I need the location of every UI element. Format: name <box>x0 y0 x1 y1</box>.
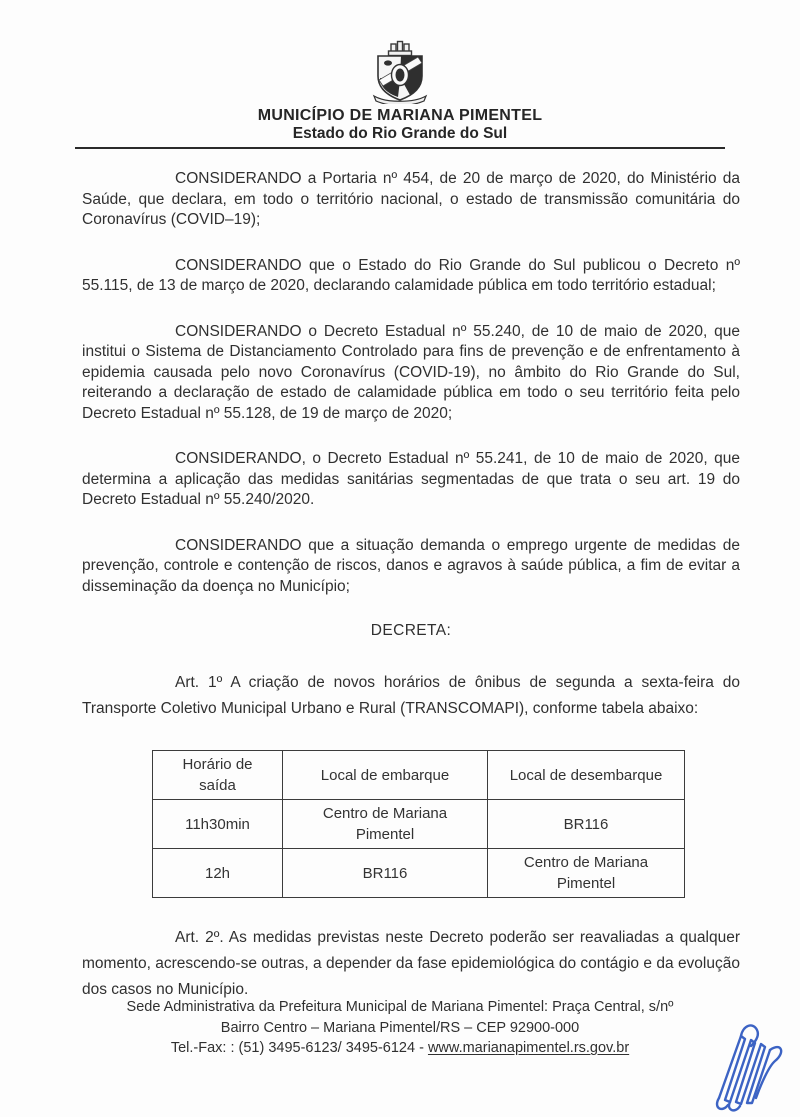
col-header-alighting-place: Local de desembarque <box>488 751 685 800</box>
document-footer <box>0 997 800 1059</box>
state-name: Estado do Rio Grande do Sul <box>292 125 508 142</box>
considerando-paragraph-2: CONSIDERANDO que o Estado do Rio Grande do Sul publicou o Decreto nº 55.115, de 13 de março de 2020, declarando calamidade pública em todo território estadual; <box>82 256 740 294</box>
considerando-paragraph-3: CONSIDERANDO o Decreto Estadual nº 55.240, de 10 de maio de 2020, que institui o Sistema de Distanciamento Controlado para fins de prevenção e de enfrentamento à epidemia causada pelo novo Coronavírus (COVID-19), no âmbito do Rio Grande do Sul, reiterando a declaração de estado de calamidade pública em todo o seu território feita pelo Decreto Estadual nº 55.128, de 19 de março de 2020; <box>82 322 740 422</box>
cell-departure-time: 11h30min <box>153 800 283 849</box>
cell-boarding-place: BR116 <box>283 849 488 898</box>
cell-departure-time: 12h <box>153 849 283 898</box>
table-row <box>153 849 685 898</box>
article-2-text: Art. 2º. As medidas previstas neste Decreto poderão ser reavaliadas a qualquer momento, acrescendo-se outras, a depender da fase epidemiológica do contágio e da evolução dos casos no Município. <box>82 929 740 998</box>
footer-city-line: Bairro Centro – Mariana Pimentel/RS – CEP 92900-000 <box>220 1019 580 1036</box>
considerando-paragraph-1: CONSIDERANDO a Portaria nº 454, de 20 de março de 2020, do Ministério da Saúde, que declara, em todo o território nacional, o estado de transmissão comunitária do Coronavírus (COVID–19); <box>82 170 740 228</box>
document-header <box>0 0 800 149</box>
footer-phone: Tel.-Fax: : (51) 3495-6123/ 3495-6124 - <box>170 1040 428 1056</box>
cell-alighting-place: BR116 <box>488 800 685 849</box>
signature-scribble <box>703 1010 791 1112</box>
decreta-heading: DECRETA: <box>370 622 452 639</box>
cell-boarding-place: Centro de Mariana Pimentel <box>283 800 488 849</box>
municipal-coat-of-arms-icon <box>364 40 436 104</box>
col-header-boarding-place: Local de embarque <box>283 751 488 800</box>
considerando-paragraph-4: CONSIDERANDO, o Decreto Estadual nº 55.241, de 10 de maio de 2020, que determina a aplicação das medidas sanitárias segmentadas de que trata o seu art. 19 do Decreto Estadual nº 55.240/2020. <box>82 450 740 508</box>
document-body <box>0 149 800 1003</box>
bus-schedule-table <box>152 750 685 898</box>
table-row <box>153 800 685 849</box>
footer-website-url: www.marianapimentel.rs.gov.br <box>427 1040 630 1056</box>
footer-address-line: Sede Administrativa da Prefeitura Municipal de Mariana Pimentel: Praça Central, s/nº <box>126 999 674 1015</box>
article-1-text: Art. 1º A criação de novos horários de ônibus de segunda a sexta-feira do Transporte Coletivo Municipal Urbano e Rural (TRANSCOMAPI), conforme tabela abaixo: <box>82 674 740 717</box>
col-header-departure-time: Horário de saída <box>153 751 283 800</box>
municipality-name: MUNICÍPIO DE MARIANA PIMENTEL <box>257 107 543 124</box>
footer-contact-line <box>0 1038 800 1059</box>
table-header-row <box>153 751 685 800</box>
considerando-paragraph-5: CONSIDERANDO que a situação demanda o emprego urgente de medidas de prevenção, controle e contenção de riscos, danos e agravos à saúde pública, a fim de evitar a disseminação da doença no Município; <box>82 536 740 595</box>
cell-alighting-place: Centro de Mariana Pimentel <box>488 849 685 898</box>
